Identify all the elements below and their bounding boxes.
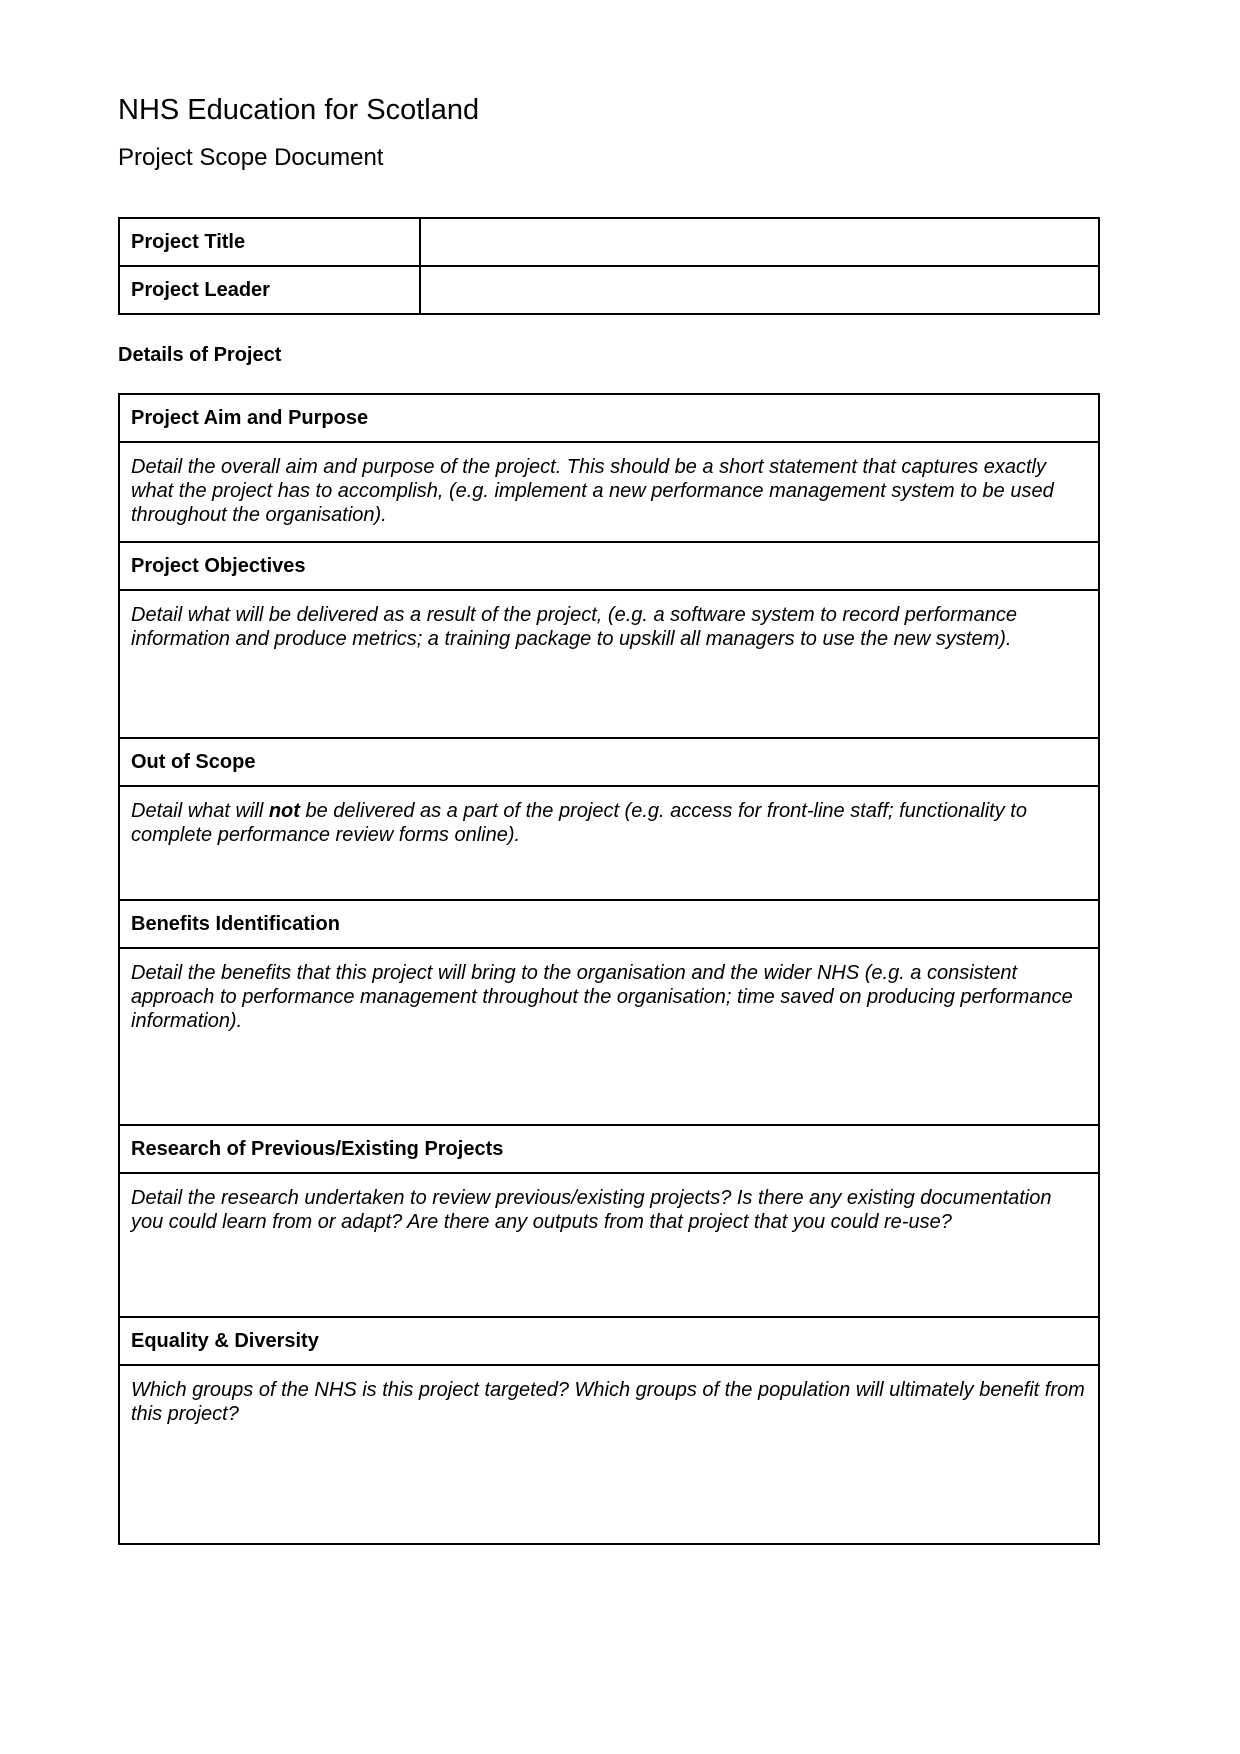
details-heading: Details of Project xyxy=(118,344,282,366)
equality-diversity-field[interactable]: Which groups of the NHS is this project targeted? Which groups of the population will ultimately benefit from this project? xyxy=(119,1365,1099,1544)
project-leader-field[interactable] xyxy=(420,266,1099,314)
benefits-heading: Benefits Identification xyxy=(119,900,1099,948)
objectives-field[interactable]: Detail what will be delivered as a result of the project, (e.g. a software system to record performance information and produce metrics; a training package to upskill all managers to use the new system). xyxy=(119,590,1099,738)
out-of-scope-text-post: be delivered as a part of the project (e.g. access for front-line staff; functionality to complete performance review forms online). xyxy=(131,800,1027,846)
research-heading: Research of Previous/Existing Projects xyxy=(119,1125,1099,1173)
objectives-heading: Project Objectives xyxy=(119,542,1099,590)
equality-diversity-heading: Equality & Diversity xyxy=(119,1317,1099,1365)
project-info-table xyxy=(118,217,1100,315)
project-title-label: Project Title xyxy=(119,218,420,266)
project-leader-label: Project Leader xyxy=(119,266,420,314)
out-of-scope-heading: Out of Scope xyxy=(119,738,1099,786)
aim-purpose-field[interactable]: Detail the overall aim and purpose of the project. This should be a short statement that captures exactly what the project has to accomplish, (e.g. implement a new performance management system to be used throughout the organisation). xyxy=(119,442,1099,542)
project-title-field[interactable] xyxy=(420,218,1099,266)
research-field[interactable]: Detail the research undertaken to review previous/existing projects? Is there any existing documentation you could learn from or adapt? Are there any outputs from that project that you could re-use? xyxy=(119,1173,1099,1317)
out-of-scope-field[interactable] xyxy=(119,786,1099,900)
aim-purpose-heading: Project Aim and Purpose xyxy=(119,394,1099,442)
page-subtitle: Project Scope Document xyxy=(118,144,384,171)
project-details-table xyxy=(118,393,1100,1545)
benefits-field[interactable]: Detail the benefits that this project will bring to the organisation and the wider NHS (e.g. a consistent approach to performance management throughout the organisation; time saved on producing performance information). xyxy=(119,948,1099,1125)
out-of-scope-text-pre: Detail what will xyxy=(131,800,269,822)
project-leader-row xyxy=(119,266,1099,314)
project-title-row xyxy=(119,218,1099,266)
out-of-scope-text-emphasis: not xyxy=(268,800,300,822)
page-title: NHS Education for Scotland xyxy=(118,94,480,126)
